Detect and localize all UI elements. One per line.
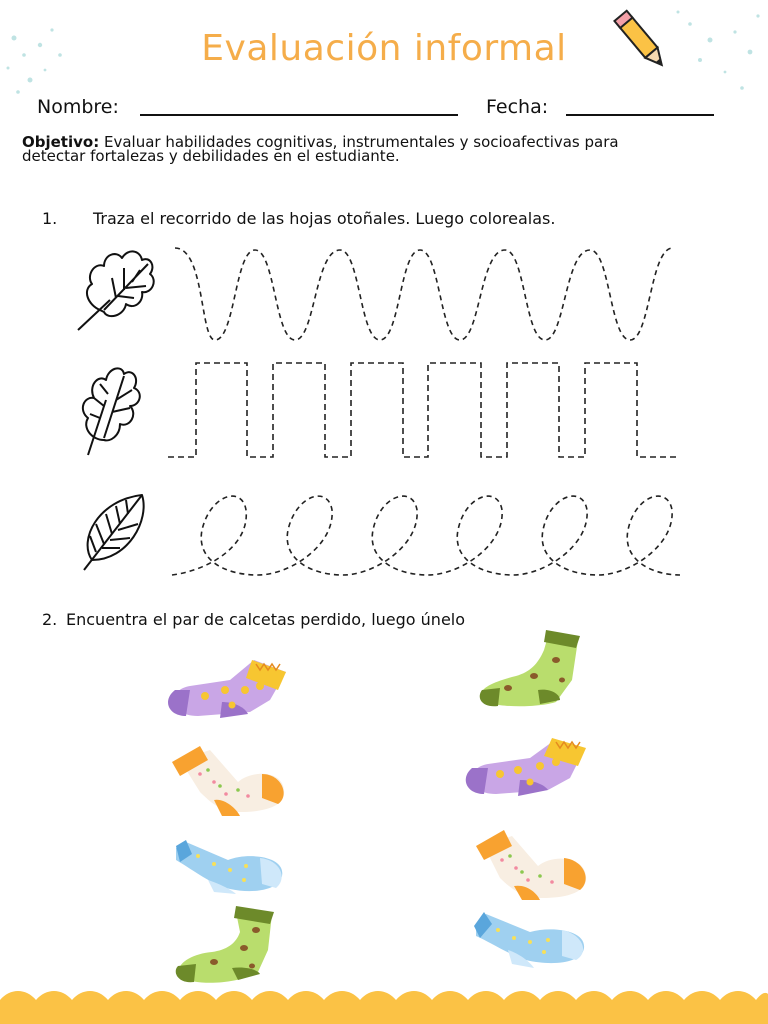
date-label: Fecha:: [486, 96, 549, 118]
page-title: Evaluación informal: [201, 28, 567, 69]
task-1-number: 1.: [42, 209, 58, 228]
objective-text: Evaluar habilidades cognitivas, instrumentales y socioafectivas para detectar fortalezas y debilidades en el estudiante.: [22, 133, 619, 165]
task-1-text: Traza el recorrido de las hojas otoñales. Luego colorealas.: [93, 209, 556, 228]
objective-label: Objetivo:: [22, 133, 100, 151]
task-2-number: 2.: [42, 610, 58, 629]
task-2-text: Encuentra el par de calcetas perdido, luego únelo: [66, 610, 466, 629]
name-label: Nombre:: [37, 96, 119, 118]
